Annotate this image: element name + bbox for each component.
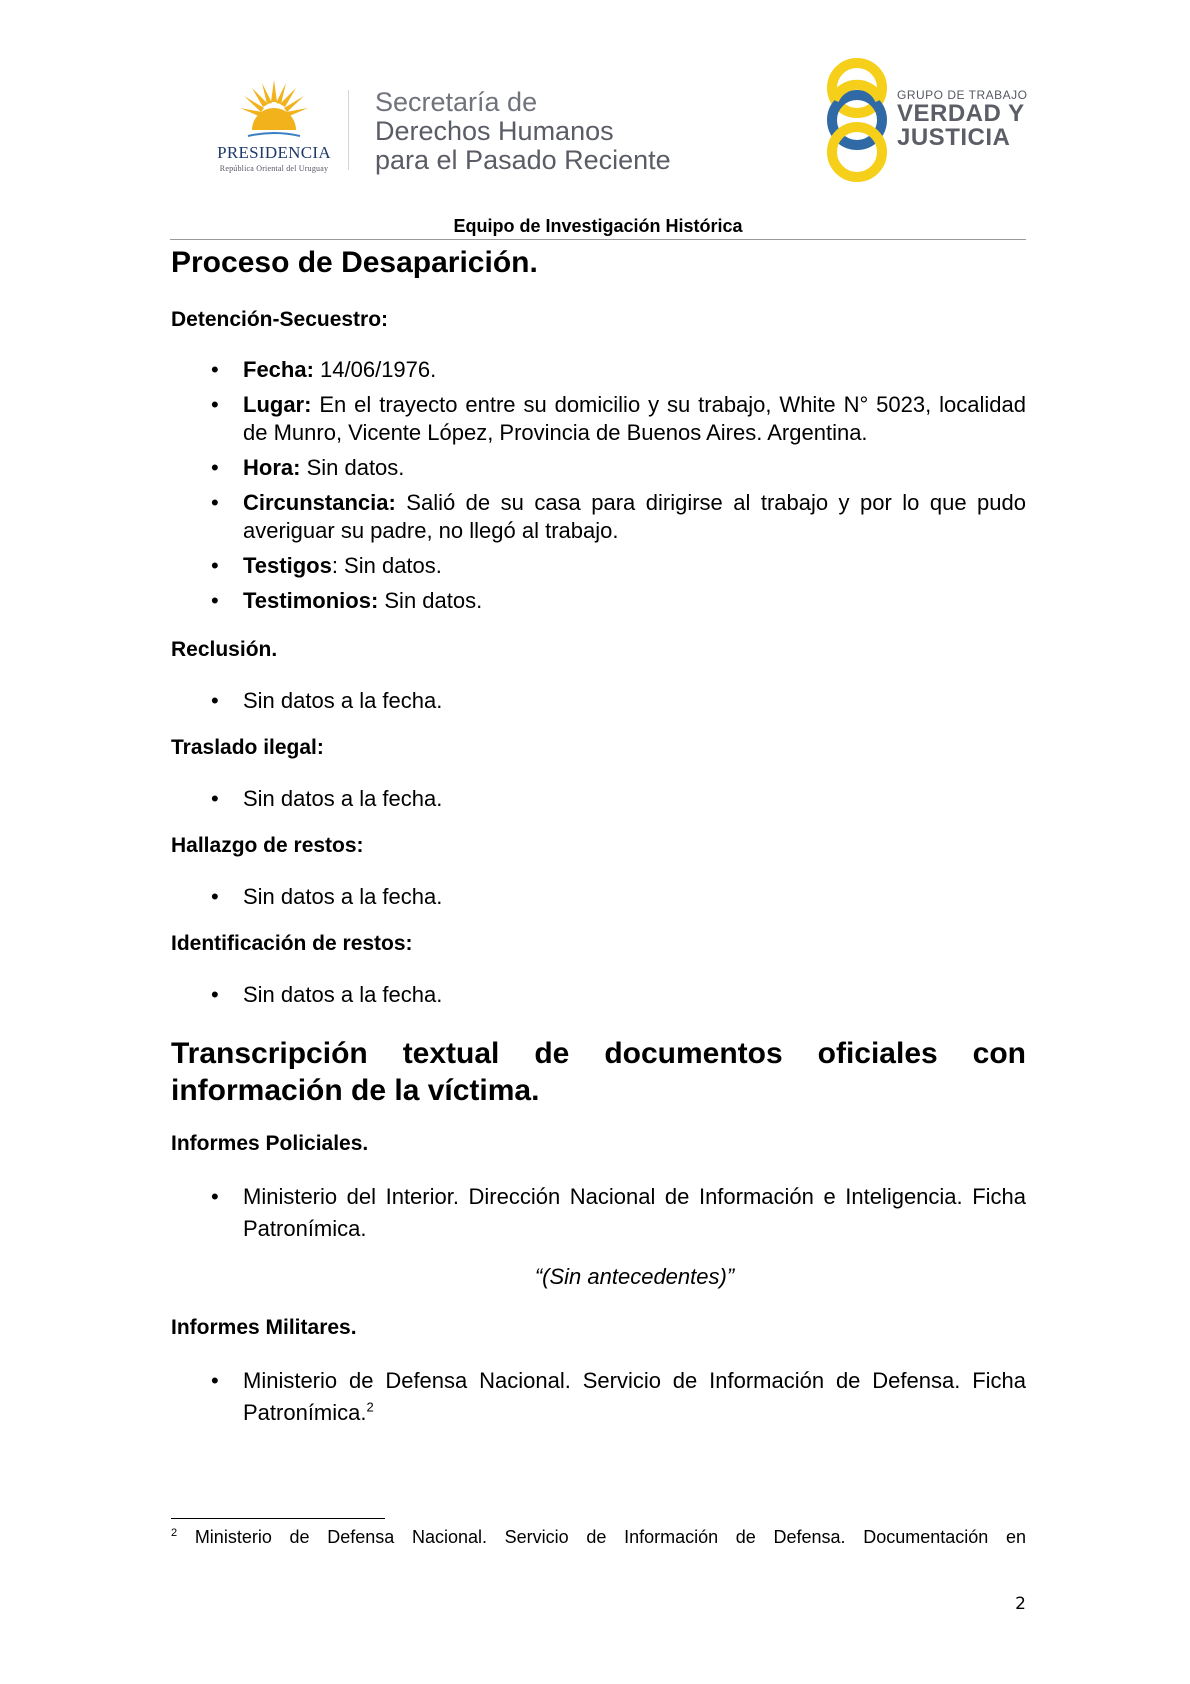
- presidencia-subtitle: República Oriental del Uruguay: [219, 164, 329, 173]
- heading-informes-militares: Informes Militares.: [171, 1316, 357, 1339]
- list-item: [171, 391, 1026, 447]
- item-label: Hora:: [243, 455, 301, 480]
- footnote: [171, 1525, 1026, 1549]
- item-text: 14/06/1976.: [313, 357, 437, 382]
- presidencia-logo: [198, 80, 350, 176]
- item-text: Sin datos.: [378, 588, 483, 613]
- detencion-list: [171, 356, 1026, 615]
- vj-logo-line-2: JUSTICIA: [897, 124, 1011, 151]
- item-label: Circunstancia:: [243, 490, 396, 515]
- bullet-icon: •: [211, 455, 219, 480]
- list-item: [171, 454, 1026, 482]
- bullet-icon: •: [211, 1184, 219, 1209]
- bullet-icon: •: [211, 553, 219, 578]
- footnote-reference[interactable]: 2: [366, 1399, 374, 1415]
- heading-reclusion: Reclusión.: [171, 638, 278, 661]
- list-item: [171, 1181, 1026, 1245]
- list-item: [171, 489, 1026, 545]
- section-title-transcripcion: Transcripción textual de documentos oficiales con información de la víctima.: [171, 1037, 1026, 1107]
- quote-sin-antecedentes: “(Sin antecedentes)”: [534, 1264, 735, 1289]
- item-text: Sin datos a la fecha.: [243, 982, 443, 1007]
- list-item: [171, 1365, 1026, 1429]
- list-item: [171, 356, 1026, 384]
- heading-hallazgo: Hallazgo de restos:: [171, 834, 364, 857]
- unit-header: Equipo de Investigación Histórica: [453, 216, 743, 236]
- heading-informes-policiales: Informes Policiales.: [171, 1132, 369, 1155]
- bullet-icon: •: [211, 490, 219, 515]
- verdad-justicia-logo: [822, 56, 1042, 184]
- heading-traslado: Traslado ilegal:: [171, 736, 324, 759]
- item-text: Salió de su casa para dirigirse al trabajo y por lo que pudo averiguar su padre, no llegó al trabajo.: [243, 490, 1026, 543]
- item-label: Lugar:: [243, 392, 312, 417]
- militares-list: [171, 1365, 1026, 1429]
- bullet-icon: •: [211, 982, 219, 1007]
- list-item: [171, 785, 1026, 813]
- item-text: Sin datos.: [300, 455, 405, 480]
- identificacion-list: [171, 981, 1026, 1009]
- list-item: [171, 883, 1026, 911]
- item-label: Testigos: [243, 553, 332, 578]
- vj-logo-small-text: GRUPO DE TRABAJO: [897, 88, 1028, 102]
- item-text: Sin datos a la fecha.: [243, 688, 443, 713]
- list-item: [171, 552, 1026, 580]
- footnote-rule: [171, 1518, 385, 1519]
- secretaria-line-3: para el Pasado Reciente: [375, 145, 671, 175]
- item-label: Testimonios:: [243, 588, 379, 613]
- header-rule: [170, 239, 1026, 240]
- heading-detencion: Detención-Secuestro:: [171, 308, 389, 331]
- reclusion-list: [171, 687, 1026, 715]
- presidencia-wordmark: PRESIDENCIA: [217, 143, 331, 162]
- bullet-icon: •: [211, 786, 219, 811]
- item-text: Ministerio del Interior. Dirección Nacional de Información e Inteligencia. Ficha Patronímica.: [243, 1184, 1026, 1241]
- hallazgo-list: [171, 883, 1026, 911]
- policiales-list: [171, 1181, 1026, 1245]
- item-label: Fecha:: [243, 357, 314, 382]
- logo-divider: [348, 90, 349, 170]
- footnote-number: 2: [171, 1527, 178, 1539]
- section-title-proceso: Proceso de Desaparición.: [171, 246, 538, 279]
- document-body: [171, 244, 1026, 1436]
- list-item: [171, 587, 1026, 615]
- item-text: Sin datos a la fecha.: [243, 786, 443, 811]
- sun-emblem-icon: [238, 80, 310, 144]
- item-text: En el trayecto entre su domicilio y su trabajo, White N° 5023, localidad de Munro, Vicente López, Provincia de Buenos Aires. Argentina.: [243, 392, 1026, 445]
- bullet-icon: •: [211, 357, 219, 382]
- heading-identificacion: Identificación de restos:: [171, 932, 413, 955]
- interlocking-rings-icon: [822, 56, 892, 184]
- secretaria-line-2: Derechos Humanos: [375, 116, 614, 146]
- secretaria-line-1: Secretaría de: [375, 87, 538, 117]
- item-text: Ministerio de Defensa Nacional. Servicio de Información de Defensa. Ficha Patronímica.: [243, 1368, 1026, 1425]
- item-text: : Sin datos.: [331, 553, 442, 578]
- traslado-list: [171, 785, 1026, 813]
- bullet-icon: •: [211, 688, 219, 713]
- item-text: Sin datos a la fecha.: [243, 884, 443, 909]
- secretaria-logo-text: [375, 88, 671, 175]
- bullet-icon: •: [211, 392, 219, 417]
- list-item: [171, 981, 1026, 1009]
- bullet-icon: •: [211, 588, 219, 613]
- page-number: 2: [1015, 1594, 1026, 1614]
- footnote-text: Ministerio de Defensa Nacional. Servicio de Información de Defensa. Documentación en: [194, 1527, 1026, 1547]
- list-item: [171, 687, 1026, 715]
- vj-logo-line-1: VERDAD Y: [897, 100, 1025, 127]
- bullet-icon: •: [211, 884, 219, 909]
- bullet-icon: •: [211, 1368, 219, 1393]
